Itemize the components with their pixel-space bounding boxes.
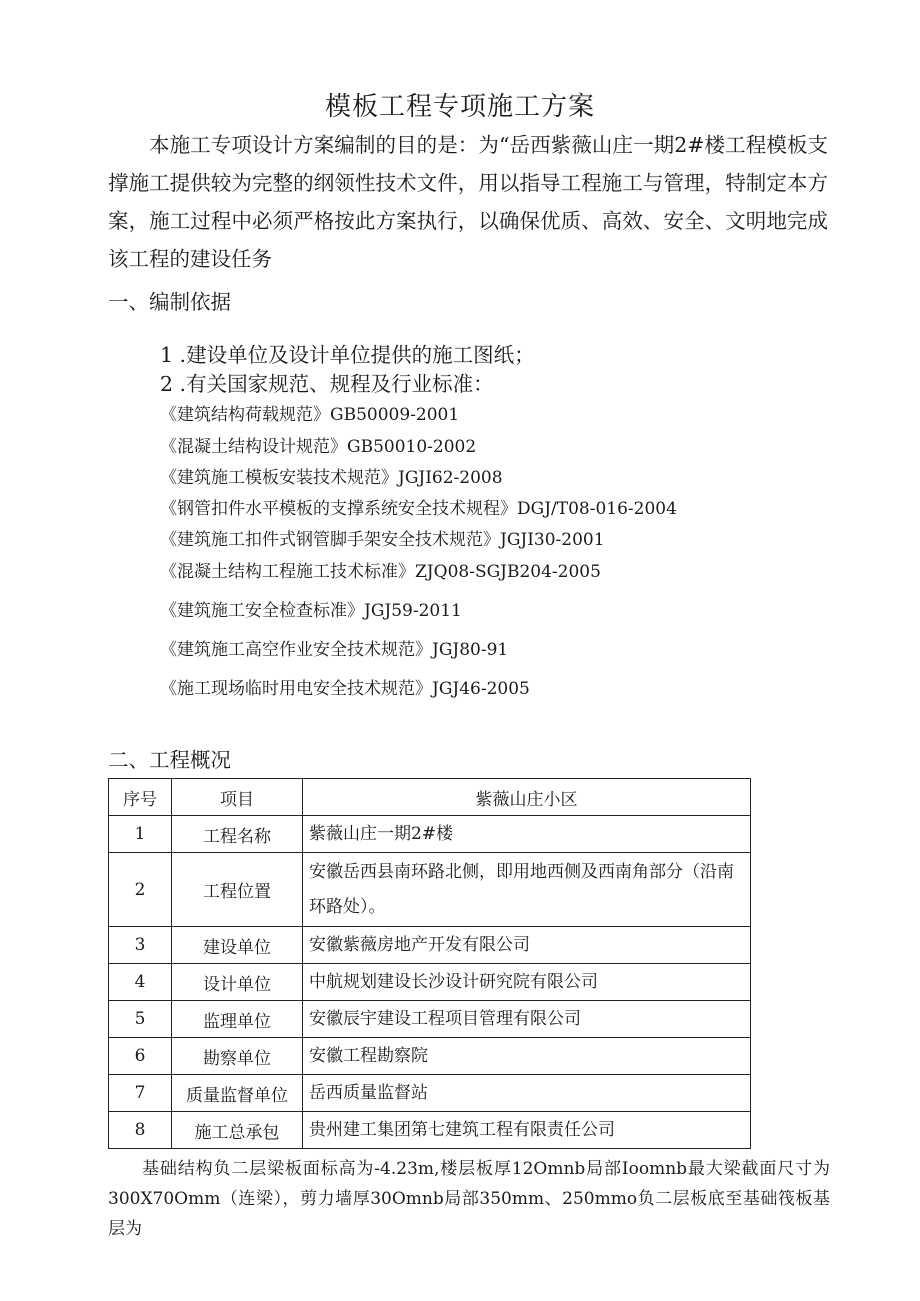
row-index: 2 [109, 853, 172, 927]
table-row [109, 1075, 751, 1112]
row-index: 1 [109, 816, 172, 853]
structure-paragraph: 基础结构负二层梁板面标高为-4.23m,楼层板厚12Omnb局部Ioomnb最大梁截面尺寸为300X70Omm（连梁），剪力墙厚30Omnb局部350mm、250mmo负二层板底至基础筏板基层为 [108, 1159, 830, 1239]
standard-item: 《施工现场临时用电安全技术规范》JGJ46-2005 [160, 679, 530, 699]
row-item: 施工总承包 [172, 1112, 303, 1149]
table-row [109, 853, 751, 927]
row-item: 勘察单位 [172, 1038, 303, 1075]
row-value: 岳西质量监督站 [303, 1075, 751, 1112]
basis-item-2: 2 .有关国家规范、规程及行业标准： [160, 372, 494, 396]
project-overview-table [108, 778, 751, 1149]
section-heading-basis: 一、编制依据 [108, 290, 231, 314]
table-row [109, 1001, 751, 1038]
row-value: 安徽紫薇房地产开发有限公司 [303, 927, 751, 964]
table-row [109, 927, 751, 964]
row-value: 安徽辰宇建设工程项目管理有限公司 [303, 1001, 751, 1038]
row-item: 质量监督单位 [172, 1075, 303, 1112]
standard-item: 《建筑施工扣件式钢管脚手架安全技术规范》JGJI30-2001 [160, 530, 605, 550]
table-row [109, 964, 751, 1001]
row-index: 3 [109, 927, 172, 964]
row-value: 安徽工程勘察院 [303, 1038, 751, 1075]
standard-item: 《建筑结构荷载规范》GB50009-2001 [160, 405, 460, 425]
table-header-row [109, 779, 751, 816]
row-index: 5 [109, 1001, 172, 1038]
row-value: 紫薇山庄一期2#楼 [303, 816, 751, 853]
standard-item: 《混凝土结构设计规范》GB50010-2002 [160, 437, 477, 457]
table-row [109, 1038, 751, 1075]
standard-item: 《混凝土结构工程施工技术标准》ZJQ08-SGJB204-2005 [160, 562, 601, 582]
row-item: 工程位置 [172, 853, 303, 927]
header-cell-project: 紫薇山庄小区 [303, 779, 751, 816]
intro-paragraph: 本施工专项设计方案编制的目的是：为“岳西紫薇山庄一期2#楼工程模板支撑施工提供较为完整的纲领性技术文件，用以指导工程施工与管理，特制定本方案，施工过程中必须严格按此方案执行，以确保优质、高效、安全、文明地完成该工程的建设任务 [108, 133, 828, 271]
row-value: 安徽岳西县南环路北侧，即用地西侧及西南角部分（沿南环路处）。 [303, 853, 751, 927]
standard-item: 《建筑施工高空作业安全技术规范》JGJ80-91 [160, 640, 509, 660]
row-index: 8 [109, 1112, 172, 1149]
section-heading-overview: 二、工程概况 [108, 748, 231, 772]
row-index: 7 [109, 1075, 172, 1112]
row-item: 建设单位 [172, 927, 303, 964]
row-value: 中航规划建设长沙设计研究院有限公司 [303, 964, 751, 1001]
table-row [109, 816, 751, 853]
table-row [109, 1112, 751, 1149]
row-item: 监理单位 [172, 1001, 303, 1038]
header-cell-index: 序号 [109, 779, 172, 816]
row-index: 6 [109, 1038, 172, 1075]
row-item: 设计单位 [172, 964, 303, 1001]
standard-item: 《钢管扣件水平模板的支撑系统安全技术规程》DGJ/T08-016-2004 [160, 499, 677, 519]
row-value: 贵州建工集团第七建筑工程有限责任公司 [303, 1112, 751, 1149]
standard-item: 《建筑施工安全检查标准》JGJ59-2011 [160, 601, 462, 621]
basis-item-1: 1 .建设单位及设计单位提供的施工图纸； [160, 343, 535, 367]
row-item: 工程名称 [172, 816, 303, 853]
page-title: 模板工程专项施工方案 [324, 92, 595, 122]
header-cell-item: 项目 [172, 779, 303, 816]
standard-item: 《建筑施工模板安装技术规范》JGJI62-2008 [160, 468, 503, 488]
row-index: 4 [109, 964, 172, 1001]
